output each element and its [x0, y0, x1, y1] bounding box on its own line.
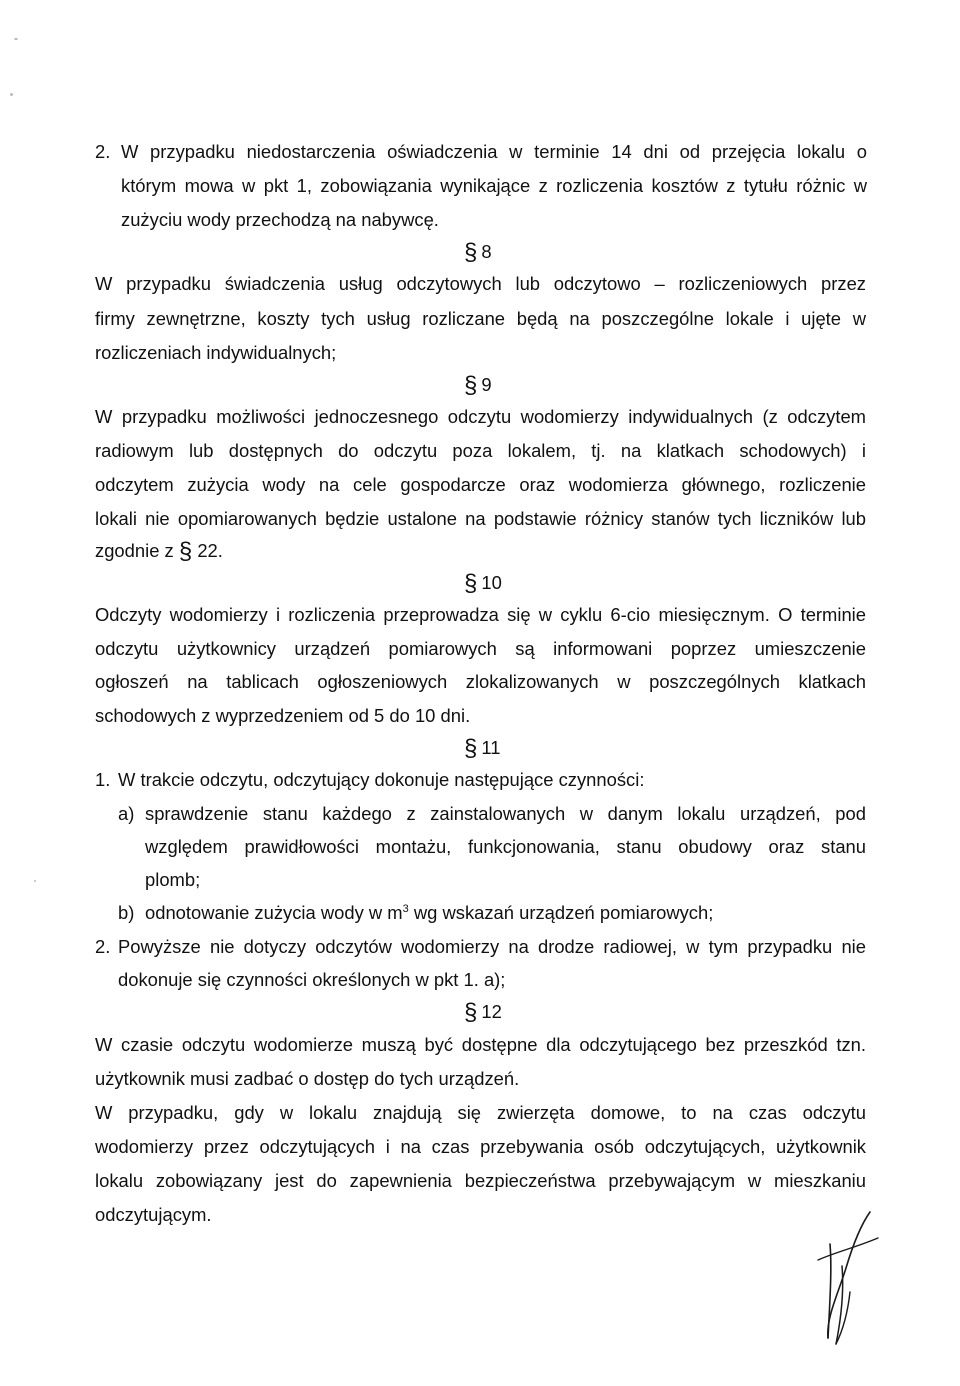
section-number: 10: [481, 572, 502, 593]
section-sign: §: [464, 372, 478, 399]
item-2-line: Powyższe nie dotyczy odczytów wodomierzy na drodze radiowej, w tym przypadku nie: [118, 936, 866, 957]
section-10-line: schodowych z wyprzedzeniem od 5 do 10 dni.: [95, 705, 471, 726]
section-8-line: rozliczeniach indywidualnych;: [95, 342, 337, 363]
section-sign: §: [464, 239, 478, 266]
section-9-line: lokali nie opomiarowanych będzie ustalone na podstawie różnicy stanów tych liczników lub: [95, 508, 866, 529]
section-9-line: odczytem zużycia wody na cele gospodarcze oraz wodomierza głównego, rozliczenie: [95, 474, 866, 495]
subitem-b-text-after: wg wskazań urządzeń pomiarowych;: [408, 902, 714, 923]
section-9-last-line: [95, 539, 223, 564]
section-number: 9: [481, 374, 492, 395]
subitem-a-line: plomb;: [145, 869, 201, 890]
section-12-heading: [464, 1000, 502, 1025]
section-8-line: W przypadku świadczenia usług odczytowych lub odczytowo – rozliczeniowych przez: [95, 273, 866, 294]
subitem-b-label: b): [118, 902, 135, 923]
section-sign: §: [464, 570, 478, 597]
handwritten-signature: [808, 1208, 888, 1348]
section-12-line: W przypadku, gdy w lokalu znajdują się zwierzęta domowe, to na czas odczytu: [95, 1102, 866, 1123]
item-2-line: dokonuje się czynności określonych w pkt 1. a);: [118, 969, 506, 990]
section-10-line: Odczyty wodomierzy i rozliczenia przeprowadza się w cyklu 6-cio miesięcznym. O terminie: [95, 604, 866, 625]
section-9-heading: [464, 373, 492, 398]
section-10-line: ogłoszeń na tablicach ogłoszeniowych zlokalizowanych w poszczególnych klatkach: [95, 671, 866, 692]
section-12-line: W czasie odczytu wodomierze muszą być dostępne dla odczytującego bez przeszkód tzn.: [95, 1034, 866, 1055]
section-12-line: użytkownik musi zadbać o dostęp do tych urządzeń.: [95, 1068, 520, 1089]
item-1-number: 1.: [95, 769, 111, 790]
section-9-line: W przypadku możliwości jednoczesnego odczytu wodomierzy indywidualnych (z odczytem: [95, 406, 866, 427]
section-9-last-suffix: 22.: [192, 540, 223, 561]
section-sign: §: [178, 538, 193, 565]
subitem-b-text: odnotowanie zużycia wody w m: [145, 902, 403, 923]
subitem-a-line: sprawdzenie stanu każdego z zainstalowanych w danym lokalu urządzeń, pod: [145, 803, 866, 824]
scan-speck: [10, 93, 13, 96]
point-2-number: 2.: [95, 141, 111, 162]
subitem-b-line: [145, 901, 713, 925]
section-sign: §: [464, 735, 478, 762]
scan-speck: [34, 880, 36, 882]
item-1-text: W trakcie odczytu, odczytujący dokonuje następujące czynności:: [118, 769, 645, 790]
section-9-line: radiowym lub dostępnych do odczytu poza lokalem, tj. na klatkach schodowych) i: [95, 440, 866, 461]
section-10-heading: [464, 571, 502, 596]
superscript-3: 3: [402, 903, 409, 915]
subitem-a-label: a): [118, 803, 135, 824]
section-9-last-prefix: zgodnie z: [95, 540, 179, 561]
section-number: 12: [481, 1001, 502, 1022]
subitem-a-line: względem prawidłowości montażu, funkcjonowania, stanu obudowy oraz stanu: [145, 836, 866, 857]
section-number: 8: [481, 241, 492, 262]
section-12-line: odczytującym.: [95, 1204, 212, 1225]
section-8-heading: [464, 240, 492, 265]
section-12-line: lokalu zobowiązany jest do zapewnienia bezpieczeństwa przebywającym w mieszkaniu: [95, 1170, 866, 1191]
item-2-number: 2.: [95, 936, 111, 957]
scan-speck: [14, 38, 18, 40]
section-10-line: odczytu użytkownicy urządzeń pomiarowych są informowani poprzez umieszczenie: [95, 638, 866, 659]
section-12-line: wodomierzy przez odczytujących i na czas przebywania osób odczytujących, użytkownik: [95, 1136, 866, 1157]
section-11-heading: [464, 736, 500, 761]
section-number: 11: [481, 737, 501, 758]
point-2-line: W przypadku niedostarczenia oświadczenia w terminie 14 dni od przejęcia lokalu o: [121, 141, 867, 162]
point-2-line: zużyciu wody przechodzą na nabywcę.: [121, 209, 439, 230]
section-8-line: firmy zewnętrzne, koszty tych usług rozliczane będą na poszczególne lokale i ujęte w: [95, 308, 866, 329]
section-sign: §: [464, 999, 478, 1026]
point-2-line: którym mowa w pkt 1, zobowiązania wynikające z rozliczenia kosztów z tytułu różnic w: [121, 175, 867, 196]
